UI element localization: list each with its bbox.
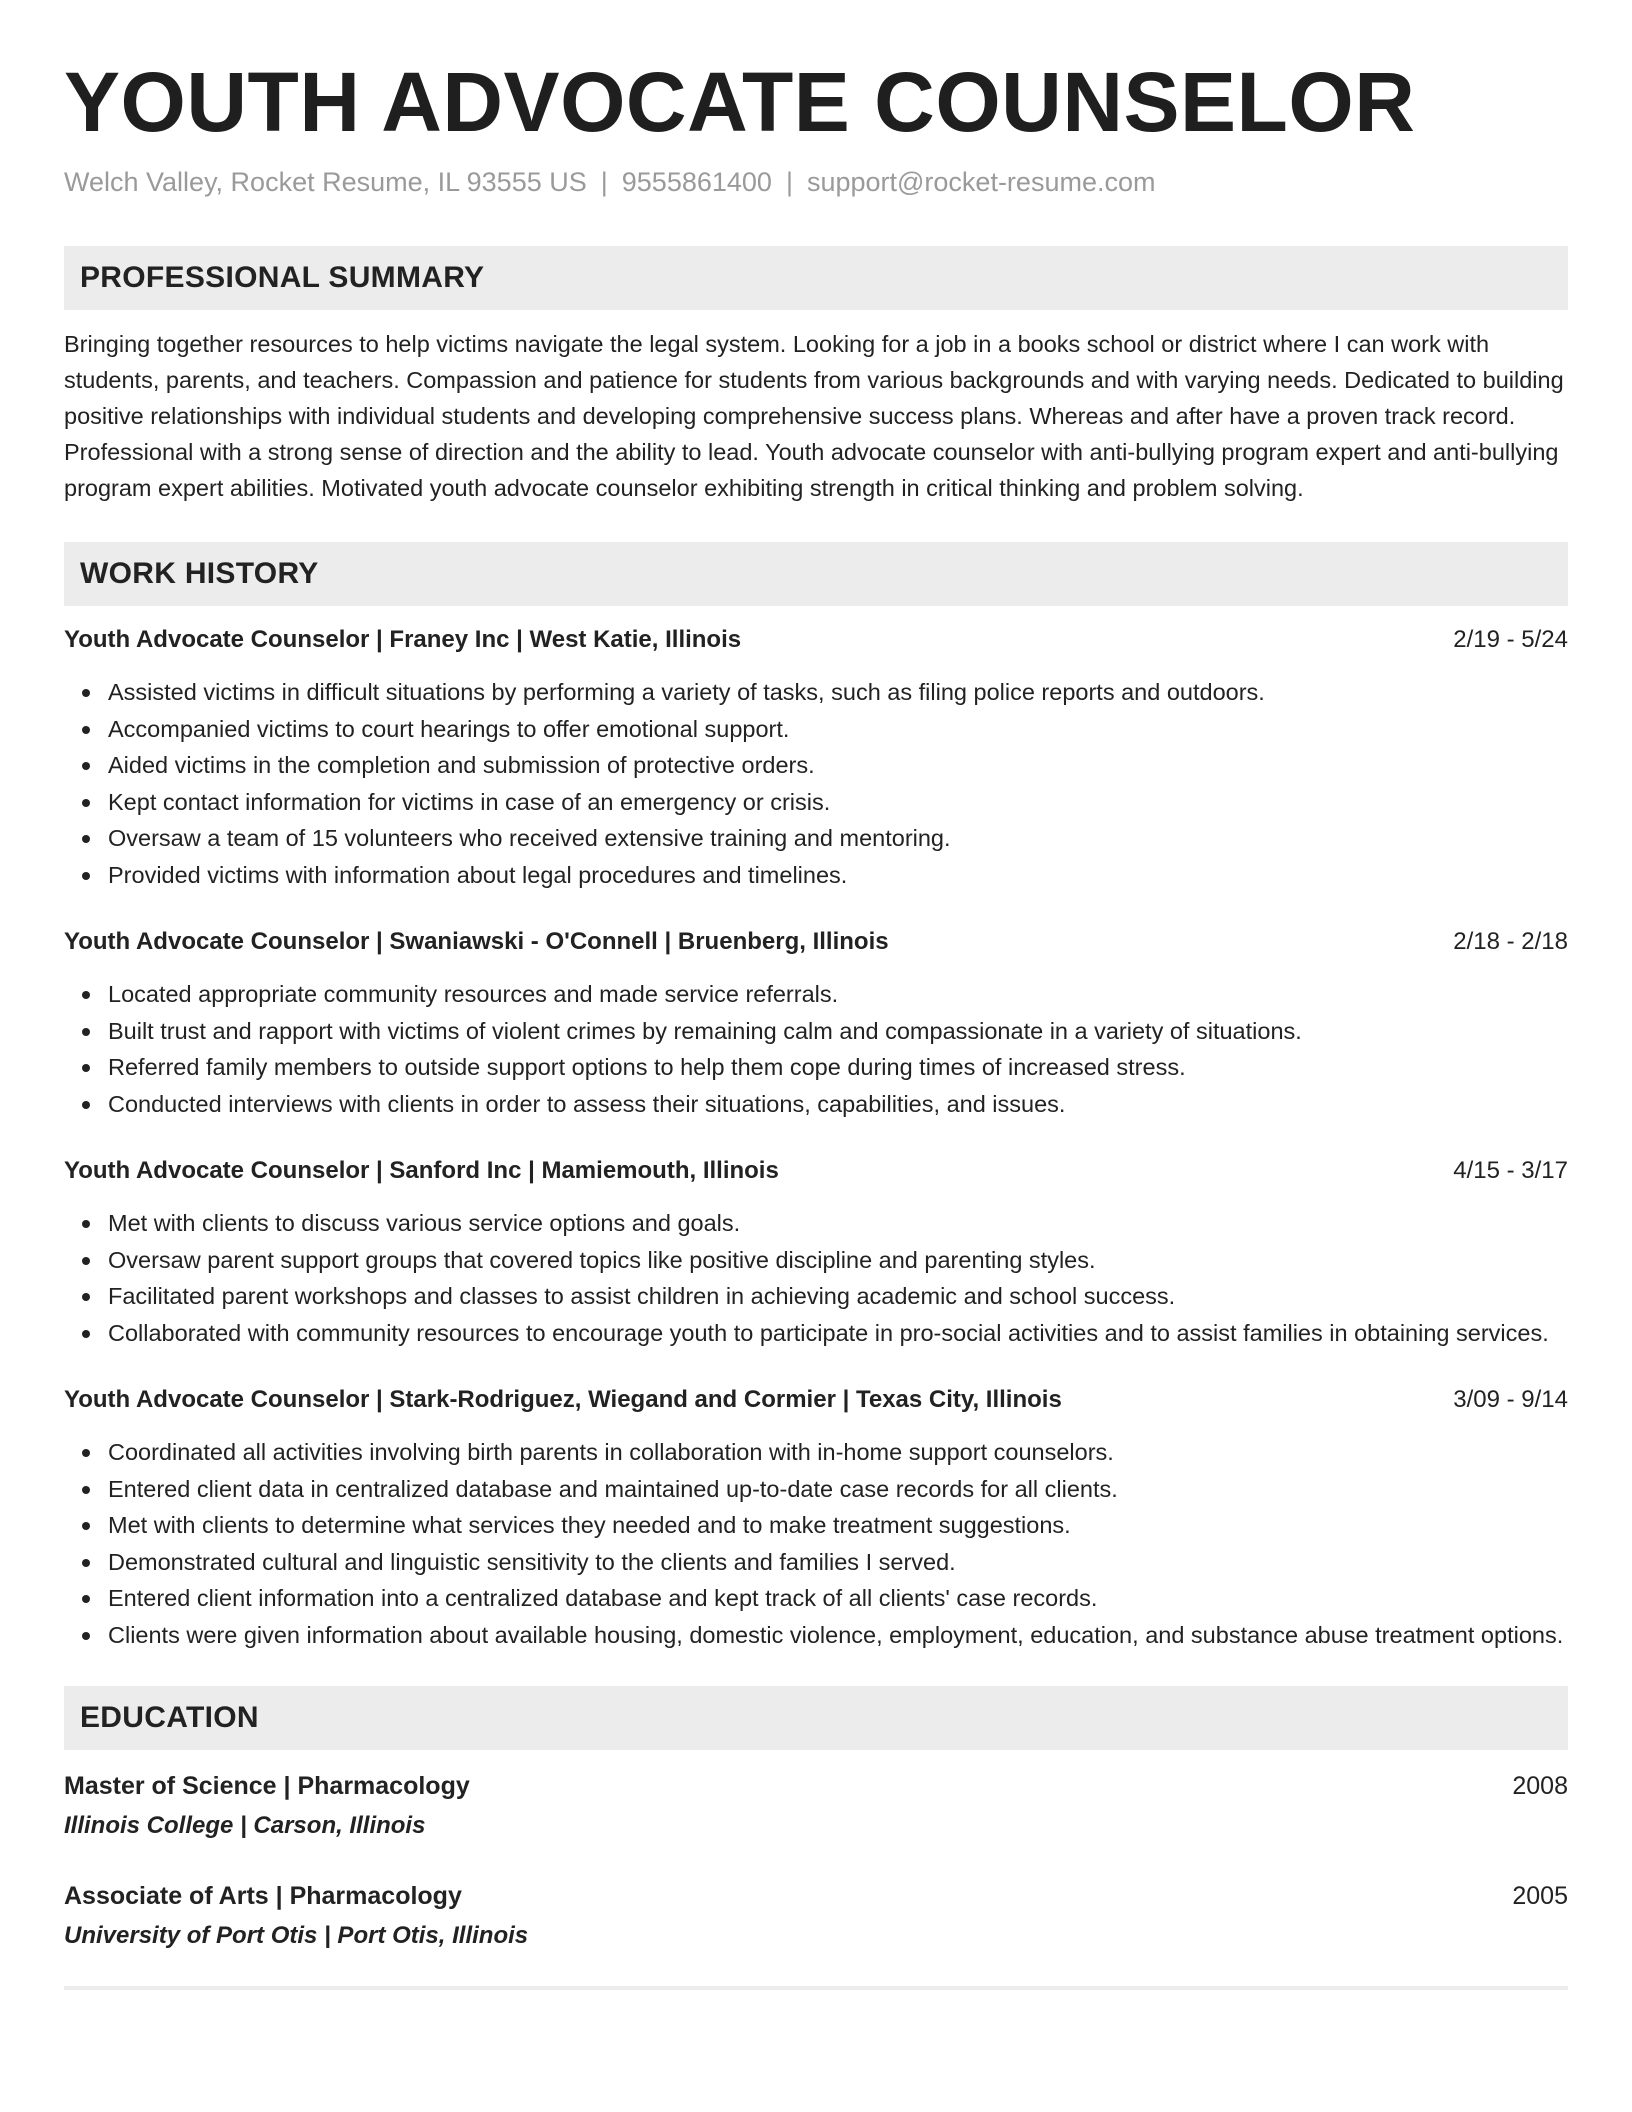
section-heading-summary: PROFESSIONAL SUMMARY bbox=[64, 246, 1568, 310]
job-header bbox=[64, 622, 1568, 658]
job-title: Youth Advocate Counselor | Stark-Rodriguez, Wiegand and Cormier | Texas City, Illinois bbox=[64, 1386, 1062, 1413]
job-bullet: Entered client information into a centralized database and kept track of all clients' case records. bbox=[108, 1580, 1568, 1617]
job-bullet: Built trust and rapport with victims of violent crimes by remaining calm and compassionate in a variety of situations. bbox=[108, 1013, 1568, 1050]
job-bullet: Demonstrated cultural and linguistic sensitivity to the clients and families I served. bbox=[108, 1544, 1568, 1581]
job-dates: 4/15 - 3/17 bbox=[1453, 1157, 1568, 1184]
job-bullet: Assisted victims in difficult situations by performing a variety of tasks, such as filing police reports and outdoors. bbox=[108, 674, 1568, 711]
resume-page bbox=[64, 52, 1568, 1990]
job-bullet: Kept contact information for victims in case of an emergency or crisis. bbox=[108, 784, 1568, 821]
education-entry bbox=[64, 1766, 1568, 1846]
job-bullet: Accompanied victims to court hearings to offer emotional support. bbox=[108, 711, 1568, 748]
education-entry bbox=[64, 1876, 1568, 1956]
job-bullet: Located appropriate community resources and made service referrals. bbox=[108, 976, 1568, 1013]
job-entry bbox=[64, 924, 1568, 1122]
job-bullet: Aided victims in the completion and submission of protective orders. bbox=[108, 747, 1568, 784]
job-dates: 3/09 - 9/14 bbox=[1453, 1386, 1568, 1413]
job-header bbox=[64, 924, 1568, 960]
job-header bbox=[64, 1382, 1568, 1418]
contact-email: support@rocket-resume.com bbox=[806, 167, 1156, 197]
job-bullet: Conducted interviews with clients in order to assess their situations, capabilities, and issues. bbox=[108, 1086, 1568, 1123]
section-heading-work-history: WORK HISTORY bbox=[64, 542, 1568, 606]
job-bullet: Entered client data in centralized database and maintained up-to-date case records for all clients. bbox=[108, 1471, 1568, 1508]
job-bullets bbox=[64, 674, 1568, 893]
job-entry bbox=[64, 1382, 1568, 1653]
job-bullets bbox=[64, 1434, 1568, 1653]
job-bullet: Referred family members to outside support options to help them cope during times of increased stress. bbox=[108, 1049, 1568, 1086]
education-degree: Master of Science | Pharmacology bbox=[64, 1772, 470, 1800]
education-year: 2008 bbox=[1512, 1772, 1568, 1800]
job-bullet: Met with clients to discuss various service options and goals. bbox=[108, 1205, 1568, 1242]
job-header bbox=[64, 1153, 1568, 1189]
job-entry bbox=[64, 1153, 1568, 1351]
education-year: 2005 bbox=[1512, 1882, 1568, 1910]
education-header bbox=[64, 1876, 1568, 1916]
job-bullet: Coordinated all activities involving birth parents in collaboration with in-home support counselors. bbox=[108, 1434, 1568, 1471]
summary-text: Bringing together resources to help victims navigate the legal system. Looking for a job in a books school or district where I can work with students, parents, and teachers. Compassion and patience for students from various backgrounds and with varying needs. Dedicated to building positive relationships with individual students and developing comprehensive success plans. Whereas and after have a proven track record. Professional with a strong sense of direction and the ability to lead. Youth advocate counselor with anti-bullying program expert and anti-bullying program expert abilities. Motivated youth advocate counselor exhibiting strength in critical thinking and problem solving. bbox=[64, 331, 1564, 501]
job-title: Youth Advocate Counselor | Swaniawski - O'Connell | Bruenberg, Illinois bbox=[64, 928, 889, 955]
contact-phone: 9555861400 bbox=[621, 167, 772, 197]
education-school: Illinois College | Carson, Illinois bbox=[64, 1812, 426, 1839]
job-bullet: Collaborated with community resources to encourage youth to participate in pro-social activities and to assist families in obtaining services. bbox=[108, 1315, 1568, 1352]
job-dates: 2/18 - 2/18 bbox=[1453, 928, 1568, 955]
job-bullet: Facilitated parent workshops and classes to assist children in achieving academic and school success. bbox=[108, 1278, 1568, 1315]
job-bullet: Met with clients to determine what services they needed and to make treatment suggestions. bbox=[108, 1507, 1568, 1544]
job-entry bbox=[64, 622, 1568, 893]
job-bullet: Provided victims with information about legal procedures and timelines. bbox=[108, 857, 1568, 894]
contact-separator: | bbox=[785, 167, 793, 197]
job-bullet: Oversaw parent support groups that covered topics like positive discipline and parenting styles. bbox=[108, 1242, 1568, 1279]
job-bullet: Oversaw a team of 15 volunteers who received extensive training and mentoring. bbox=[108, 820, 1568, 857]
contact-address: Welch Valley, Rocket Resume, IL 93555 US bbox=[64, 167, 587, 197]
bottom-divider bbox=[64, 1986, 1568, 1990]
contact-separator: | bbox=[600, 167, 608, 197]
education-degree: Associate of Arts | Pharmacology bbox=[64, 1882, 462, 1910]
education-header bbox=[64, 1766, 1568, 1806]
job-dates: 2/19 - 5/24 bbox=[1453, 626, 1568, 653]
education-school: University of Port Otis | Port Otis, Illinois bbox=[64, 1922, 529, 1949]
section-heading-education: EDUCATION bbox=[64, 1686, 1568, 1750]
job-bullets bbox=[64, 976, 1568, 1122]
candidate-name: YOUTH ADVOCATE COUNSELOR bbox=[64, 55, 1416, 149]
job-bullet: Clients were given information about available housing, domestic violence, employment, education, and substance abuse treatment options. bbox=[108, 1617, 1568, 1654]
job-title: Youth Advocate Counselor | Franey Inc | West Katie, Illinois bbox=[64, 626, 742, 653]
contact-line bbox=[64, 164, 1568, 200]
job-title: Youth Advocate Counselor | Sanford Inc | Mamiemouth, Illinois bbox=[64, 1157, 779, 1184]
job-bullets bbox=[64, 1205, 1568, 1351]
